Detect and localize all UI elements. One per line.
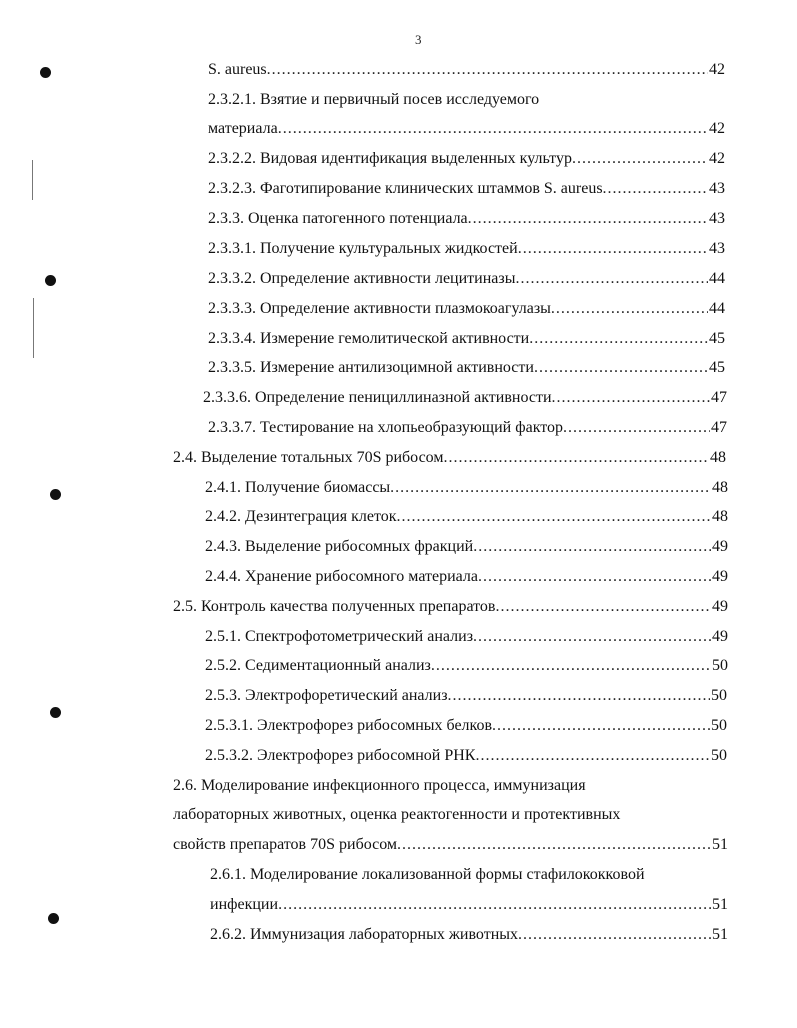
toc-entry[interactable]: S. aureus ..... 42 bbox=[208, 58, 725, 82]
toc-entry[interactable]: 2.4.4. Хранение рибосомного материала ..... 49 bbox=[205, 565, 728, 589]
toc-entry[interactable]: 2.3.3.2. Определение активности лецитиназы ..... 44 bbox=[208, 267, 725, 291]
toc-entry[interactable]: 2.4.2. Дезинтеграция клеток ..... 48 bbox=[205, 505, 728, 529]
scan-edge-mark bbox=[33, 298, 34, 358]
toc-entry[interactable]: 2.3.2.2. Видовая идентификация выделенных культур ..... 42 bbox=[208, 147, 725, 171]
toc-entry[interactable]: 2.5.2. Седиментационный анализ ..... 50 bbox=[205, 654, 728, 678]
punch-hole-mark bbox=[50, 489, 61, 500]
punch-hole-mark bbox=[40, 67, 51, 78]
toc-entry[interactable]: 2.5.3.1. Электрофорез рибосомных белков ..... 50 bbox=[205, 714, 727, 738]
toc-entry[interactable]: 2.3.2.3. Фаготипирование клинических штаммов S. aureus ..... 43 bbox=[208, 177, 725, 201]
punch-hole-mark bbox=[50, 707, 61, 718]
toc-entry[interactable]: 2.5.1. Спектрофотометрический анализ ..... 49 bbox=[205, 625, 728, 649]
toc-entry[interactable]: 2.5. Контроль качества полученных препаратов ..... 49 bbox=[173, 595, 728, 619]
toc-entry[interactable]: 2.6. Моделирование инфекционного процесса, иммунизация bbox=[173, 777, 586, 794]
toc-entry[interactable]: 2.3.3.6. Определение пенициллиназной активности ..... 47 bbox=[203, 386, 727, 410]
toc-entry[interactable]: лабораторных животных, оценка реактогенности и протективных bbox=[173, 806, 621, 823]
toc-entry[interactable]: 2.3.3.5. Измерение антилизоцимной активности ..... 45 bbox=[208, 356, 725, 380]
toc-entry[interactable]: материала ..... 42 bbox=[208, 117, 725, 141]
toc-entry[interactable]: инфекции ..... 51 bbox=[210, 893, 728, 917]
toc-entry[interactable]: 2.3.3.3. Определение активности плазмокоагулазы ..... 44 bbox=[208, 297, 725, 321]
toc-entry[interactable]: 2.4.1. Получение биомассы ..... 48 bbox=[205, 476, 728, 500]
toc-entry[interactable]: 2.6.1. Моделирование локализованной формы стафилококковой bbox=[210, 866, 645, 883]
scan-edge-mark bbox=[32, 160, 33, 200]
toc-entry[interactable]: 2.3.3.1. Получение культуральных жидкостей ..... 43 bbox=[208, 237, 725, 261]
punch-hole-mark bbox=[45, 275, 56, 286]
toc-entry[interactable]: свойств препаратов 70S рибосом ..... 51 bbox=[173, 833, 728, 857]
page-number: 3 bbox=[415, 32, 422, 47]
punch-hole-mark bbox=[48, 913, 59, 924]
toc-entry[interactable]: 2.6.2. Иммунизация лабораторных животных ..... 51 bbox=[210, 923, 728, 947]
toc-entry[interactable]: 2.4. Выделение тотальных 70S рибосом ..... 48 bbox=[173, 446, 726, 470]
toc-entry[interactable]: 2.3.3.4. Измерение гемолитической активности ..... 45 bbox=[208, 327, 725, 351]
toc-entry[interactable]: 2.5.3. Электрофоретический анализ ..... 50 bbox=[205, 684, 727, 708]
toc-entry[interactable]: 2.5.3.2. Электрофорез рибосомной РНК ..... 50 bbox=[205, 744, 727, 768]
toc-entry[interactable]: 2.4.3. Выделение рибосомных фракций ..... 49 bbox=[205, 535, 728, 559]
toc-entry[interactable]: 2.3.2.1. Взятие и первичный посев исследуемого bbox=[208, 91, 540, 108]
toc-entry[interactable]: 2.3.3. Оценка патогенного потенциала ..... 43 bbox=[208, 207, 725, 231]
toc-entry[interactable]: 2.3.3.7. Тестирование на хлопьеобразующий фактор ..... 47 bbox=[208, 416, 727, 440]
